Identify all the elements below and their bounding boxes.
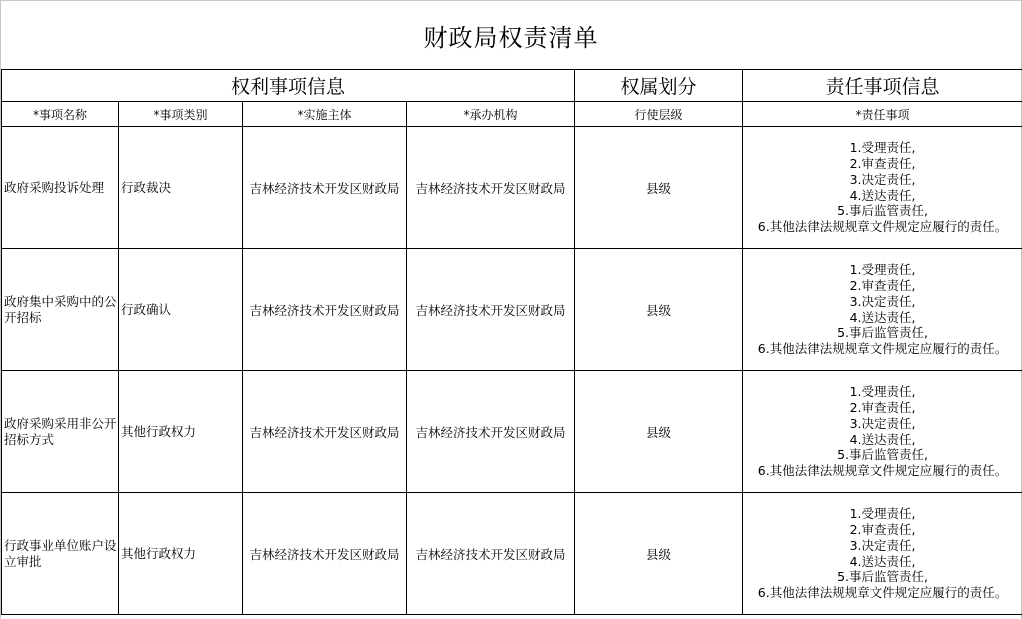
responsibility-line: 1.受理责任,	[849, 506, 916, 522]
responsibility-line: 4.送达责任,	[849, 187, 916, 203]
responsibility-line: 3.决定责任,	[849, 171, 916, 187]
responsibility-line: 2.审查责任,	[849, 521, 916, 537]
table-row	[2, 249, 1022, 371]
responsibility-line: 6.其他法律法规规章文件规定应履行的责任。	[757, 219, 1008, 235]
cell-responsibility-items[interactable]	[743, 493, 1022, 615]
column-header-subject[interactable]: *实施主体	[243, 102, 407, 127]
table-row	[2, 493, 1022, 615]
column-header-category[interactable]: *事项类别	[119, 102, 243, 127]
cell-item-name[interactable]: 行政事业单位账户设立审批	[2, 493, 119, 615]
responsibility-line: 3.决定责任,	[849, 293, 916, 309]
column-header-name[interactable]: *事项名称	[2, 102, 119, 127]
responsibility-line: 1.受理责任,	[849, 140, 916, 156]
responsibility-line: 4.送达责任,	[849, 553, 916, 569]
column-header-duties[interactable]: *责任事项	[743, 102, 1022, 127]
responsibility-line: 4.送达责任,	[849, 309, 916, 325]
responsibility-line: 2.审查责任,	[849, 155, 916, 171]
responsibility-line: 1.受理责任,	[849, 262, 916, 278]
cell-item-name[interactable]: 政府采购投诉处理	[2, 127, 119, 249]
responsibility-line: 5.事后监管责任,	[837, 447, 928, 463]
responsibility-line: 2.审查责任,	[849, 277, 916, 293]
column-header-row	[2, 102, 1022, 127]
responsibility-table	[1, 69, 1022, 615]
cell-handling-agency[interactable]: 吉林经济技术开发区财政局	[407, 493, 575, 615]
responsibility-line: 1.受理责任,	[849, 384, 916, 400]
responsibility-line: 4.送达责任,	[849, 431, 916, 447]
responsibility-line: 6.其他法律法规规章文件规定应履行的责任。	[757, 585, 1008, 601]
responsibility-line: 5.事后监管责任,	[837, 203, 928, 219]
group-header-responsibility[interactable]: 责任事项信息	[743, 70, 1022, 102]
cell-implementing-body[interactable]: 吉林经济技术开发区财政局	[243, 249, 407, 371]
sheet-title: 财政局权责清单	[1, 0, 1021, 70]
cell-exercise-level[interactable]: 县级	[575, 127, 743, 249]
cell-exercise-level[interactable]: 县级	[575, 371, 743, 493]
cell-handling-agency[interactable]: 吉林经济技术开发区财政局	[407, 249, 575, 371]
cell-responsibility-items[interactable]	[743, 127, 1022, 249]
cell-exercise-level[interactable]: 县级	[575, 249, 743, 371]
cell-implementing-body[interactable]: 吉林经济技术开发区财政局	[243, 493, 407, 615]
cell-implementing-body[interactable]: 吉林经济技术开发区财政局	[243, 371, 407, 493]
cell-handling-agency[interactable]: 吉林经济技术开发区财政局	[407, 371, 575, 493]
table-row	[2, 127, 1022, 249]
cell-item-category[interactable]: 其他行政权力	[119, 493, 243, 615]
responsibility-line: 6.其他法律法规规章文件规定应履行的责任。	[757, 341, 1008, 357]
cell-exercise-level[interactable]: 县级	[575, 493, 743, 615]
cell-responsibility-items[interactable]	[743, 371, 1022, 493]
cell-handling-agency[interactable]: 吉林经济技术开发区财政局	[407, 127, 575, 249]
responsibility-line: 5.事后监管责任,	[837, 325, 928, 341]
group-header-row	[2, 70, 1022, 102]
column-header-agency[interactable]: *承办机构	[407, 102, 575, 127]
responsibility-line: 3.决定责任,	[849, 415, 916, 431]
group-header-rights[interactable]: 权利事项信息	[2, 70, 575, 102]
responsibility-line: 5.事后监管责任,	[837, 569, 928, 585]
cell-item-category[interactable]: 其他行政权力	[119, 371, 243, 493]
cell-item-name[interactable]: 政府采购采用非公开招标方式	[2, 371, 119, 493]
column-header-level[interactable]: 行使层级	[575, 102, 743, 127]
responsibility-line: 6.其他法律法规规章文件规定应履行的责任。	[757, 463, 1008, 479]
cell-implementing-body[interactable]: 吉林经济技术开发区财政局	[243, 127, 407, 249]
cell-item-category[interactable]: 行政确认	[119, 249, 243, 371]
cell-item-category[interactable]: 行政裁决	[119, 127, 243, 249]
responsibility-line: 2.审查责任,	[849, 399, 916, 415]
table-row	[2, 371, 1022, 493]
group-header-ownership[interactable]: 权属划分	[575, 70, 743, 102]
cell-responsibility-items[interactable]	[743, 249, 1022, 371]
cell-item-name[interactable]: 政府集中采购中的公开招标	[2, 249, 119, 371]
responsibility-line: 3.决定责任,	[849, 537, 916, 553]
